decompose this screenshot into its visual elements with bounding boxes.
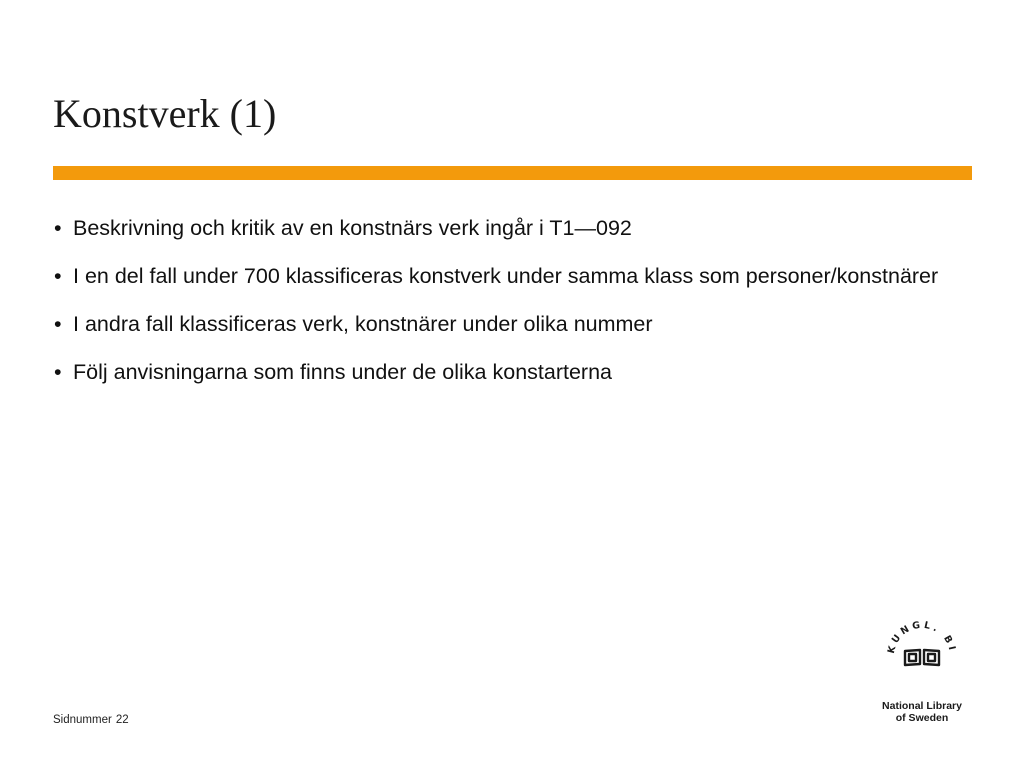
bullet-text: Följ anvisningarna som finns under de olika konstarterna: [73, 360, 612, 384]
bullet-item: [54, 213, 954, 244]
bullet-text: Beskrivning och kritik av en konstnärs verk ingår i T1—092: [73, 216, 632, 240]
bullet-item: [54, 357, 954, 388]
bullet-marker: •: [54, 360, 62, 384]
logo-caption: [872, 700, 972, 724]
bullet-marker: •: [54, 216, 62, 240]
page-number-footer: [53, 714, 129, 726]
logo-caption-line-1: National Library: [882, 700, 962, 712]
bullet-text: I andra fall klassificeras verk, konstnärer under olika nummer: [73, 312, 653, 336]
bullet-list: [54, 213, 954, 405]
national-library-logo: [872, 616, 972, 728]
page-number-label: Sidnummer: [53, 714, 112, 726]
bullet-item: [54, 309, 954, 340]
kungl-biblioteket-seal-icon: [872, 616, 972, 700]
title-underline-bar: [53, 166, 972, 180]
svg-text:KUNGL. BIBLIOTEKET: KUNGL. BI: [885, 619, 958, 655]
logo-caption-line-2: of Sweden: [895, 712, 949, 724]
bullet-item: [54, 261, 954, 292]
slide-title: Konstverk (1): [53, 91, 277, 136]
bullet-text: I en del fall under 700 klassificeras konstverk under samma klass som personer/konstnärer: [73, 264, 939, 288]
page-number-value: 22: [115, 714, 129, 726]
bullet-marker: •: [54, 264, 62, 288]
bullet-marker: •: [54, 312, 62, 336]
